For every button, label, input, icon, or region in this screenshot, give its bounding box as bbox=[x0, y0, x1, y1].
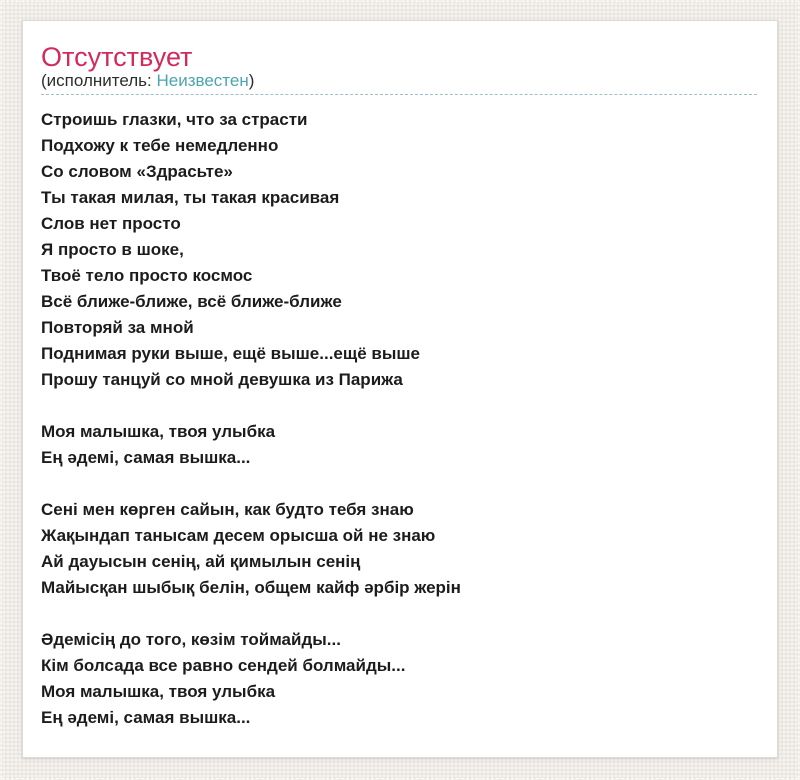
artist-label-suffix: ) bbox=[248, 71, 255, 90]
lyric-line: Моя малышка, твоя улыбка bbox=[41, 422, 276, 441]
lyric-line: Прошу танцуй со мной девушка из Парижа bbox=[41, 370, 403, 389]
lyric-line: Кім болсада все равно сендей болмайды... bbox=[41, 656, 406, 675]
lyric-line: Поднимая руки выше, ещё выше...ещё выше bbox=[41, 344, 420, 363]
lyrics-text bbox=[41, 107, 757, 731]
lyric-line: Моя малышка, твоя улыбка bbox=[41, 682, 276, 701]
lyric-line: Повторяй за мной bbox=[41, 318, 194, 337]
lyric-line: Жақындап танысам десем орысша ой не знаю bbox=[41, 526, 436, 545]
lyrics-stanza bbox=[41, 419, 757, 471]
lyric-line: Ты такая милая, ты такая красивая bbox=[41, 188, 340, 207]
lyric-line: Подхожу к тебе немедленно bbox=[41, 136, 279, 155]
lyrics-stanza bbox=[41, 627, 757, 731]
lyric-line: Слов нет просто bbox=[41, 214, 181, 233]
lyric-line: Ай дауысын сенің, ай қимылын сенің bbox=[41, 552, 361, 571]
lyrics-stanza bbox=[41, 497, 757, 601]
artist-link[interactable]: Неизвестен bbox=[156, 71, 249, 90]
lyric-line: Әдемісің до того, көзім тоймайды... bbox=[41, 630, 341, 649]
lyric-line: Строишь глазки, что за страсти bbox=[41, 110, 308, 129]
lyric-line: Всё ближе-ближе, всё ближе-ближе bbox=[41, 292, 342, 311]
lyric-line: Ең әдемі, самая вышка... bbox=[41, 448, 251, 467]
artist-label-prefix: (исполнитель: bbox=[41, 71, 157, 90]
lyric-line: Ең әдемі, самая вышка... bbox=[41, 708, 251, 727]
lyrics-card bbox=[22, 20, 778, 758]
lyric-line: Майысқан шыбық белін, общем кайф әрбір жерін bbox=[41, 578, 461, 597]
lyric-line: Со словом «Здрасьте» bbox=[41, 162, 233, 181]
lyric-line: Сені мен көрген сайын, как будто тебя знаю bbox=[41, 500, 414, 519]
lyric-line: Твоё тело просто космос bbox=[41, 266, 253, 285]
song-title: Отсутствует bbox=[41, 42, 193, 72]
lyric-line: Я просто в шоке, bbox=[41, 240, 184, 259]
artist-row bbox=[41, 71, 757, 95]
lyrics-stanza bbox=[41, 107, 757, 393]
